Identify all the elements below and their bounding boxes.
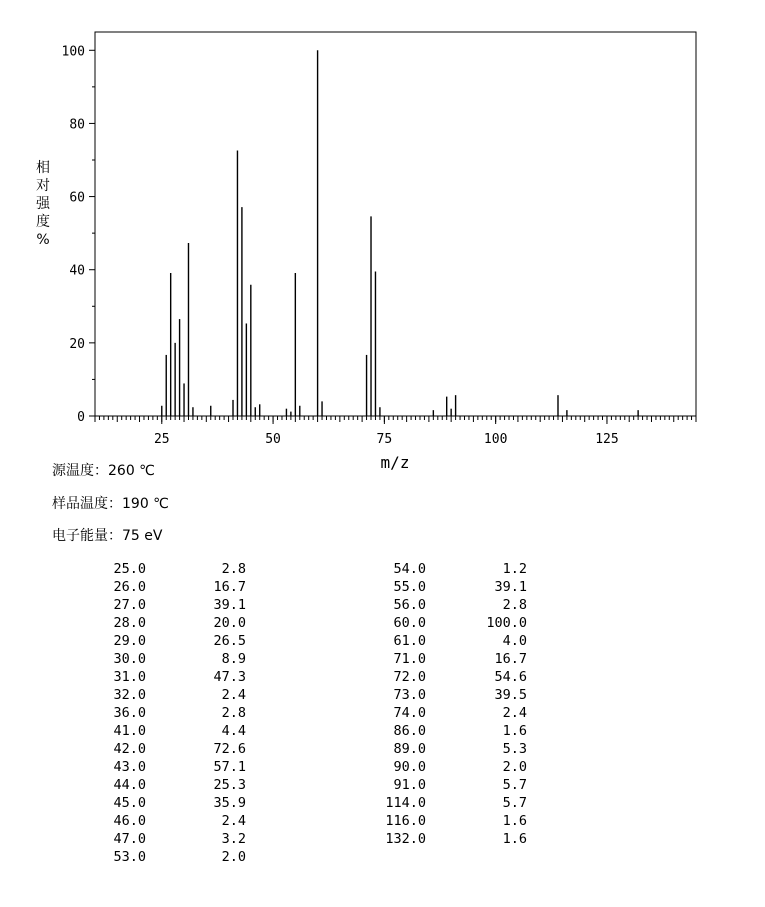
peak-intensity: 2.4 [221,813,246,829]
peak-intensity: 26.5 [213,633,246,649]
peak-intensity: 5.7 [502,795,527,811]
peak-mz: 71.0 [393,651,426,667]
peak-intensity: 2.4 [221,687,246,703]
peak-mz: 56.0 [393,597,426,613]
peak-intensity: 54.6 [494,669,527,685]
peak-intensity: 72.6 [213,741,246,757]
peak-mz: 73.0 [393,687,426,703]
peak-mz: 132.0 [385,831,426,847]
peak-mz: 53.0 [113,849,146,865]
peak-mz: 27.0 [113,597,146,613]
peak-intensity: 5.7 [502,777,527,793]
peak-mz: 30.0 [113,651,146,667]
peak-intensity: 16.7 [494,651,527,667]
peak-mz: 91.0 [393,777,426,793]
y-label-char: 相 [36,160,50,176]
x-axis-label: m/z [380,453,410,472]
peak-intensity: 4.4 [221,723,246,739]
source-temperature-value: 260 ℃ [108,463,155,479]
peak-mz: 54.0 [393,561,426,577]
peak-mz: 42.0 [113,741,146,757]
peak-intensity: 47.3 [213,669,246,685]
peak-intensity: 2.8 [502,597,527,613]
peak-intensity: 100.0 [486,615,527,631]
peak-intensity: 20.0 [213,615,246,631]
y-tick-label: 100 [61,44,85,60]
peak-intensity: 2.4 [502,705,527,721]
peak-intensity: 16.7 [213,579,246,595]
peak-intensity: 1.6 [502,831,527,847]
plot-frame [95,32,696,416]
peak-intensity: 39.1 [494,579,527,595]
y-tick-label: 0 [77,410,85,425]
sample-temperature: 样品温度：190 ℃ [52,496,169,512]
peak-intensity: 1.6 [502,723,527,739]
y-tick-label: 80 [69,117,85,133]
peak-intensity: 35.9 [213,795,246,811]
x-tick-label: 25 [153,432,170,447]
peak-mz: 116.0 [385,813,426,829]
peak-intensity: 4.0 [502,633,527,649]
peak-mz: 36.0 [113,705,146,721]
electron-energy-value: 75 eV [122,528,163,544]
y-label-char: 强 [36,196,50,212]
peak-intensity: 2.8 [221,705,246,721]
source-temperature: 源温度：260 ℃ [52,463,155,479]
peak-intensity: 39.1 [213,597,246,613]
x-minor-ticks [95,416,696,422]
spectrum-peaks [162,50,638,416]
y-axis-ticks [62,44,95,425]
peak-intensity: 57.1 [213,759,246,775]
x-tick-label: 75 [376,432,393,447]
peak-mz: 60.0 [393,615,426,631]
y-tick-label: 60 [69,190,85,206]
y-axis-label [36,159,51,248]
peak-mz: 41.0 [113,723,146,739]
peak-mz: 114.0 [385,795,426,811]
peak-mz: 47.0 [113,831,146,847]
peak-mz: 45.0 [113,795,146,811]
peak-mz: 43.0 [113,759,146,775]
peak-mz: 72.0 [393,669,426,685]
peak-mz: 32.0 [113,687,146,703]
peak-intensity: 2.0 [502,759,527,775]
peak-intensity: 3.2 [221,831,246,847]
peak-intensity: 8.9 [221,651,246,667]
peak-mz: 25.0 [113,561,146,577]
peak-mz: 29.0 [113,633,146,649]
peak-mz: 46.0 [113,813,146,829]
peak-intensity: 1.2 [502,561,527,577]
peak-intensity: 2.8 [221,561,246,577]
peak-mz: 44.0 [113,777,146,793]
y-label-char: 度 [36,214,50,230]
sample-temperature-value: 190 ℃ [122,496,169,512]
peak-mz: 55.0 [393,579,426,595]
peak-intensity: 25.3 [213,777,246,793]
y-tick-label: 40 [69,263,85,279]
y-label-char: 对 [36,178,50,194]
y-tick-label: 20 [69,336,85,352]
x-tick-label: 125 [595,432,619,447]
peak-intensity: 39.5 [494,687,527,703]
y-label-char: % [36,232,50,248]
peak-intensity: 5.3 [502,741,527,757]
peak-intensity: 2.0 [221,849,246,865]
x-axis-ticks [154,416,619,447]
peak-mz: 90.0 [393,759,426,775]
x-tick-label: 100 [483,432,508,447]
peak-mz: 89.0 [393,741,426,757]
peak-mz: 28.0 [113,615,146,631]
peak-mz: 61.0 [393,633,426,649]
x-tick-label: 50 [265,432,281,447]
peak-mz: 31.0 [113,669,146,685]
electron-energy: 电子能量：75 eV [52,528,163,544]
peak-mz: 86.0 [393,723,426,739]
peak-mz: 74.0 [393,705,426,721]
peak-intensity: 1.6 [502,813,527,829]
peak-mz: 26.0 [113,579,146,595]
